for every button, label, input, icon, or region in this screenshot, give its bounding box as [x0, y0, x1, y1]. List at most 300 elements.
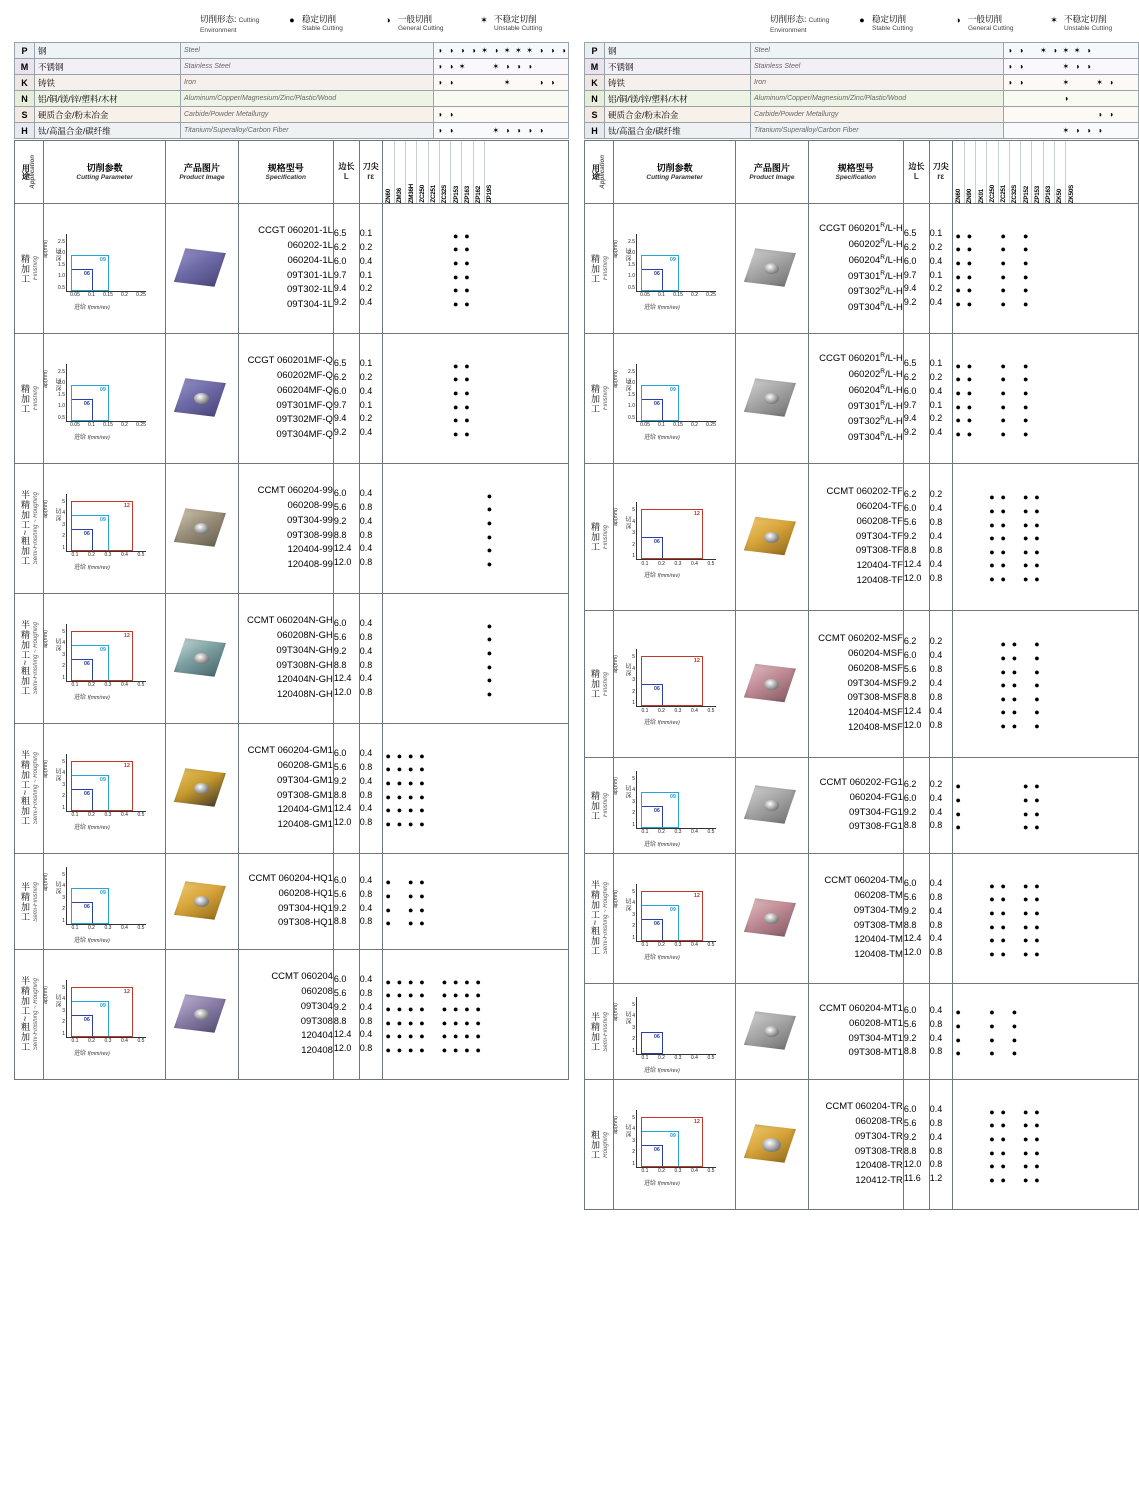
header-edge-length: 边长 L: [333, 141, 359, 204]
grade-dot: ●: [1011, 1048, 1018, 1059]
edge-length-value: 8.8: [903, 1046, 917, 1057]
grade-availability-cell: [952, 1080, 1138, 1210]
material-row-h: [15, 123, 569, 139]
header-specification: 规格型号 Specification: [238, 141, 333, 204]
product-image: [171, 376, 233, 422]
specification-cell: [238, 950, 333, 1080]
edge-length-cell: [903, 204, 929, 334]
chart-zone-label: 06: [83, 660, 90, 667]
cutting-parameter-chart: [614, 356, 726, 442]
grade-dot: ●: [1000, 387, 1006, 398]
chart-x-tick: 0.2: [691, 422, 698, 428]
specification-cell: [238, 334, 333, 464]
grade-dot: ●: [464, 230, 470, 241]
table-row: [15, 724, 569, 854]
cutting-parameter-cell: [43, 950, 165, 1080]
legend-item-general: [382, 14, 478, 33]
edge-length-cell: [903, 984, 929, 1080]
material-name-cn: 钛/高温合金/碳纤维: [605, 123, 751, 139]
grade-dot: ●: [955, 360, 961, 371]
grade-header-zc250: ZC250: [986, 141, 997, 203]
cutting-parameter-cell: [43, 854, 165, 950]
grade-dot: ●: [1000, 492, 1006, 503]
chart-zone-label: 09: [99, 1002, 106, 1009]
general-cutting-icon: ◑: [437, 77, 443, 87]
application-cell: [15, 854, 44, 950]
specification-code: 09T304: [300, 1000, 333, 1012]
specification-code: 120408-TR: [855, 1160, 903, 1172]
material-code: N: [585, 91, 605, 107]
grade-dot: ●: [475, 1017, 481, 1028]
cutting-parameter-chart: [614, 763, 726, 849]
grade-column: [1054, 1102, 1065, 1188]
chart-plot-area: [632, 884, 716, 948]
grade-column: [964, 226, 975, 312]
chart-x-axis-label: 进给 f(mm/rev): [643, 720, 680, 726]
edge-length-value: 9.7: [903, 269, 917, 280]
grade-dot: ●: [1034, 781, 1040, 792]
grade-dot: ●: [989, 1106, 995, 1117]
grade-column: [964, 776, 975, 834]
chart-zone-label: 09: [669, 906, 676, 913]
general-cutting-icon: ◑: [538, 45, 544, 55]
grade-column: [986, 356, 997, 442]
chart-plot-area: [58, 234, 146, 298]
general-cutting-icon: ◑: [470, 45, 476, 55]
edge-length-value: 5.6: [903, 517, 917, 528]
grade-header-zn60: ZN60: [954, 188, 962, 203]
chart-x-tick: 0.1: [71, 682, 79, 688]
specification-code: CCMT 060202-TF: [826, 486, 903, 498]
edge-length-value: 9.2: [903, 806, 917, 817]
grade-dot: ●: [441, 1044, 448, 1055]
stable-cutting-icon: [856, 14, 868, 26]
grade-column: [416, 872, 427, 930]
table-row: [585, 984, 1139, 1080]
grade-dot: ●: [486, 504, 493, 515]
specification-cell: [808, 854, 903, 984]
chart-y-axis-label-en: ap(mm): [612, 508, 619, 526]
chart-y-tick: 2.5: [58, 368, 65, 375]
grade-dot: ●: [407, 818, 414, 829]
chart-x-tick: 0.3: [674, 942, 682, 948]
material-name-en: Carbide/Powder Metallurgy: [751, 107, 1004, 123]
general-cutting-icon: ◑: [437, 61, 443, 71]
chart-y-tick: 2.0: [628, 380, 635, 386]
edge-length-value: 8.8: [903, 691, 917, 702]
grade-dot: ●: [1034, 1161, 1040, 1172]
grade-dot: ●: [966, 374, 973, 385]
specification-code: CCGT 060201MF-Q: [247, 355, 333, 367]
grade-dot: ●: [966, 285, 973, 296]
grade-column: [428, 746, 439, 832]
grade-dot: ●: [989, 948, 995, 959]
grade-column: [953, 1002, 964, 1060]
grade-column: [450, 972, 461, 1058]
chart-x-tick: 0.25: [706, 292, 716, 298]
specification-code: 120404: [301, 1030, 333, 1042]
chart-x-tick: 0.15: [673, 422, 683, 428]
chart-zone-label: 12: [123, 632, 130, 639]
specification-code: 120404-GM1: [277, 804, 333, 816]
edge-length-value: 5.6: [333, 888, 347, 899]
application-cell: [585, 464, 614, 611]
grade-availability-cell: [382, 594, 568, 724]
product-image-cell: [166, 594, 238, 724]
grade-dot: ●: [1034, 1147, 1040, 1158]
insert-center-hole: [764, 532, 779, 543]
nose-radius-value: 0.4: [929, 427, 943, 438]
chart-y-axis-label-cn: 切深: [53, 993, 60, 1008]
specification-code: 060208-HQ1: [278, 887, 333, 899]
grade-dot: ●: [419, 818, 425, 829]
cutting-parameter-chart: [44, 746, 156, 832]
grade-header-zp162: ZP162: [473, 141, 484, 203]
specification-code: 09T308-HQ1: [278, 917, 333, 929]
nose-radius-value: 0.8: [929, 572, 943, 583]
edge-length-value: 8.8: [333, 1015, 347, 1026]
chart-zone-label: 06: [653, 270, 660, 277]
cutting-parameter-cell: [613, 334, 735, 464]
chart-x-tick: 0.5: [137, 925, 145, 931]
grade-dot: ●: [1011, 666, 1018, 677]
nose-radius-value: 0.2: [359, 241, 373, 252]
grade-column: [461, 616, 472, 702]
chart-x-tick: 0.4: [121, 682, 128, 688]
grade-availability-cell: [952, 334, 1138, 464]
grade-dot: ●: [966, 244, 973, 255]
grade-dot: ●: [1034, 680, 1040, 691]
table-row: [585, 464, 1139, 611]
chart-y-tick: 1.5: [628, 391, 635, 398]
edge-length-cell: [903, 854, 929, 984]
specification-code: $09T301^R/L-H$: [848, 269, 903, 282]
grade-dot: ●: [1000, 880, 1006, 891]
grade-dot: ●: [407, 904, 414, 915]
nose-radius-cell: [359, 204, 382, 334]
material-name-en: Iron: [181, 75, 434, 91]
grade-header-zc32s: ZC32S: [439, 141, 450, 203]
grade-dot: ●: [955, 428, 961, 439]
application-label-en: Semi-Finishing ~ Roughing: [32, 492, 39, 565]
grade-column: [1009, 876, 1020, 962]
chart-x-axis-label: 进给 f(mm/rev): [643, 841, 680, 848]
header-specification: 规格型号 Specification: [808, 141, 903, 204]
grade-dot: ●: [1034, 894, 1040, 905]
cutting-parameter-cell: [43, 204, 165, 334]
application-cell: [15, 204, 44, 334]
cutting-parameter-chart: [614, 876, 726, 962]
grade-dot: ●: [989, 921, 995, 932]
grade-dot: ●: [396, 1031, 403, 1042]
chart-plot-area: [62, 867, 146, 931]
grade-dot: ●: [407, 918, 414, 929]
general-cutting-icon: ◑: [549, 45, 555, 55]
grade-dot: ●: [419, 990, 425, 1001]
specification-code: CCMT 060204-GM1: [247, 745, 333, 757]
specification-code: 120408-TM: [854, 948, 903, 960]
nose-radius-value: 0.8: [359, 557, 373, 568]
grade-column: [439, 486, 450, 572]
grade-dot: ●: [955, 781, 961, 792]
edge-length-value: 8.8: [333, 916, 347, 927]
specification-code: 09T304-HQ1: [278, 902, 333, 914]
grade-column: [998, 1002, 1009, 1060]
chart-zone-label: 06: [653, 539, 660, 545]
grade-column: [998, 634, 1009, 733]
nose-radius-value: 1.2: [929, 1173, 943, 1184]
grade-column: [405, 486, 416, 572]
specification-code: 09T302-1L: [286, 284, 333, 296]
chart-y-tick: 2: [62, 663, 65, 669]
nose-radius-cell: [929, 1080, 952, 1210]
unstable-cutting-icon: ✶: [1096, 77, 1103, 87]
nose-radius-value: 0.8: [359, 817, 373, 828]
chart-x-tick: 0.4: [691, 560, 698, 567]
chart-zone-09: [71, 385, 109, 421]
material-code: M: [15, 59, 35, 75]
edge-length-value: 6.5: [333, 227, 347, 238]
grade-dot: ●: [1034, 921, 1040, 932]
nose-radius-value: 0.4: [929, 1004, 943, 1015]
product-image-cell: [166, 950, 238, 1080]
grade-dot: ●: [955, 401, 961, 412]
table-row: [15, 334, 569, 464]
grade-column: [461, 356, 472, 442]
chart-x-tick: 0.4: [691, 1055, 698, 1061]
chart-y-axis-label-en: ap(mm): [42, 985, 49, 1004]
grade-dot: ●: [1022, 921, 1029, 932]
grade-column: [416, 226, 427, 312]
application-label-en: Finishing: [602, 793, 609, 818]
chart-x-tick: 0.1: [71, 552, 79, 558]
chart-x-tick: 0.15: [103, 422, 113, 428]
grade-dot: ●: [1022, 401, 1029, 412]
grade-column: [998, 487, 1009, 586]
grade-dot: ●: [1000, 285, 1006, 296]
material-grade-dots: [434, 59, 569, 75]
chart-y-tick: 2.5: [58, 238, 65, 245]
grade-column: [975, 1102, 986, 1188]
nose-radius-value: 0.8: [359, 501, 373, 512]
grade-availability-cell: [382, 464, 568, 594]
chart-x-tick: 0.5: [707, 942, 715, 948]
nose-radius-value: 0.8: [359, 1015, 373, 1026]
chart-x-tick: 0.2: [88, 1038, 95, 1044]
grade-dot: ●: [396, 791, 403, 802]
chart-y-tick: 2: [62, 1019, 65, 1025]
edge-length-value: 9.2: [333, 645, 347, 656]
grade-dot: ●: [452, 1017, 459, 1028]
grade-column: [1065, 356, 1076, 442]
chart-y-tick: 2: [62, 793, 65, 799]
chart-plot-area: [62, 494, 146, 558]
grade-column: [986, 226, 997, 312]
grade-dot: ●: [1034, 560, 1040, 571]
chart-x-axis-label: 进给 f(mm/rev): [643, 1180, 680, 1187]
grade-dot: ●: [407, 990, 414, 1001]
grade-dot: ●: [989, 1020, 995, 1031]
chart-y-axis-label-en: ap(mm): [42, 239, 49, 258]
grade-column: [986, 876, 997, 962]
grade-dot: ●: [1022, 285, 1029, 296]
product-image: [741, 376, 803, 422]
grade-header-zk50: ZK50: [1054, 141, 1065, 203]
chart-y-tick: 5: [632, 1114, 635, 1121]
general-cutting-icon: ◑: [515, 61, 521, 71]
material-code: S: [15, 107, 35, 123]
edge-length-value: 9.2: [333, 297, 347, 308]
general-cutting-icon: ◑: [448, 45, 454, 55]
grade-dot: ●: [1022, 428, 1029, 439]
specification-cell: [238, 464, 333, 594]
grade-dot: ●: [1011, 653, 1018, 664]
grade-dot: ●: [1000, 894, 1006, 905]
grade-dot: ●: [396, 764, 403, 775]
grade-dot: ●: [1011, 693, 1018, 704]
grade-dot: ●: [966, 230, 973, 241]
legend-left: [14, 0, 569, 42]
edge-length-value: 9.4: [333, 283, 347, 294]
grade-dot: ●: [464, 1044, 470, 1055]
grade-column: [998, 876, 1009, 962]
table-row: [585, 854, 1139, 984]
product-image: [171, 506, 233, 552]
edge-length-value: 5.6: [333, 501, 347, 512]
grade-availability-cell: [952, 758, 1138, 854]
grade-dot: ●: [989, 506, 995, 517]
specification-cell: [808, 984, 903, 1080]
edge-length-cell: [333, 594, 359, 724]
material-name-en: Stainless Steel: [181, 59, 434, 75]
grade-dot: ●: [1011, 1007, 1018, 1018]
grade-header-zm36h: ZM36H: [405, 141, 416, 203]
unstable-cutting-icon: ✶: [1062, 125, 1070, 135]
chart-x-tick: 0.3: [674, 1055, 682, 1061]
chart-x-tick: 0.2: [658, 829, 665, 835]
specification-code: $060202^R/L-H$: [848, 367, 903, 380]
grade-dot: ●: [955, 244, 961, 255]
grade-dot: ●: [419, 877, 425, 888]
nose-radius-value: 0.1: [929, 357, 943, 368]
chart-y-tick: 2: [632, 810, 635, 816]
grade-dot: ●: [1011, 639, 1018, 650]
grade-dot: ●: [452, 230, 459, 241]
chart-y-tick: 1: [62, 917, 65, 924]
grade-column: [1043, 356, 1054, 442]
grade-column: [1054, 876, 1065, 962]
grade-dot: ●: [464, 257, 470, 268]
material-code: M: [585, 59, 605, 75]
specification-code: 060202MF-Q: [276, 370, 333, 382]
chart-y-axis-label-en: ap(mm): [42, 629, 49, 648]
edge-length-value: 12.0: [333, 1043, 352, 1054]
grade-dot: ●: [1000, 693, 1006, 704]
grade-dot: ●: [1000, 257, 1006, 268]
grade-column: [416, 972, 427, 1058]
edge-length-value: 6.2: [333, 241, 347, 252]
nose-radius-cell: [359, 854, 382, 950]
edge-length-value: 6.0: [333, 973, 347, 984]
grade-dot: ●: [966, 360, 973, 371]
chart-x-tick: 0.2: [658, 1168, 665, 1174]
edge-length-value: 6.0: [333, 747, 347, 758]
grade-dot: ●: [452, 360, 459, 371]
grade-column: [450, 486, 461, 572]
grade-column: [1065, 634, 1076, 733]
grade-column: [383, 356, 394, 442]
material-name-cn: 钢: [605, 43, 751, 59]
material-row-n: [15, 91, 569, 107]
grade-dot: ●: [966, 415, 973, 426]
nose-radius-value: 0.4: [929, 792, 943, 803]
grade-column: [405, 972, 416, 1058]
legend-item-stable: [286, 14, 382, 33]
application-label-en: Semi-Finishing: [602, 1011, 609, 1052]
chart-zone-label: 12: [693, 511, 700, 517]
grade-column: [428, 226, 439, 312]
chart-x-tick: 0.4: [121, 1038, 128, 1044]
application-label-en: Semi-Finishing ~ Roughing: [32, 752, 39, 825]
general-cutting-icon: ◑: [1074, 61, 1080, 71]
grade-dot: ●: [1022, 415, 1029, 426]
specification-code: 09T304MF-Q: [276, 428, 333, 440]
grade-column: [484, 486, 495, 572]
cutting-parameter-cell: [43, 724, 165, 854]
material-matrix-left: [14, 42, 569, 139]
grade-column: [986, 634, 997, 733]
nose-radius-value: 0.8: [359, 631, 373, 642]
specification-code: 060208N-GH: [276, 630, 333, 642]
grade-column: [975, 487, 986, 586]
nose-radius-value: 0.1: [359, 399, 373, 410]
specification-code: CCMT 060204-99: [257, 485, 333, 497]
nose-radius-value: 0.8: [359, 761, 373, 772]
chart-y-tick: 1.0: [628, 273, 635, 279]
specification-code: CCMT 060204-TM: [824, 875, 903, 887]
grade-dot: ●: [1000, 921, 1006, 932]
material-row-m: [585, 59, 1139, 75]
specification-cell: [238, 204, 333, 334]
grade-column: [439, 872, 450, 930]
cutting-parameter-chart: [44, 486, 156, 572]
chart-x-tick: 0.3: [104, 552, 112, 558]
grade-dot: ●: [396, 1003, 403, 1014]
general-cutting-icon: [952, 14, 964, 26]
general-cutting-icon: ◑: [1018, 45, 1024, 55]
stable-cutting-icon: [286, 14, 298, 26]
application-label-en: Finishing: [602, 671, 609, 696]
chart-zone-label: 06: [653, 1033, 660, 1040]
grade-dot: ●: [464, 387, 470, 398]
chart-y-tick: 4: [62, 996, 65, 1002]
chart-x-axis-label: 进给 f(mm/rev): [73, 694, 110, 701]
grade-dot: ●: [486, 620, 493, 631]
chart-y-tick: 4: [62, 883, 65, 889]
general-cutting-icon: ◑: [1018, 61, 1024, 71]
edge-length-cell: [903, 758, 929, 854]
chart-zone-label: 09: [669, 793, 676, 800]
general-cutting-icon: ◑: [448, 77, 454, 87]
specification-code: 120412-TR: [855, 1174, 903, 1186]
nose-radius-value: 0.4: [359, 747, 373, 758]
material-grade-dots: [1004, 107, 1139, 123]
chart-y-tick: 0.5: [628, 414, 635, 421]
grade-dot: ●: [385, 764, 391, 775]
general-cutting-icon: ◑: [527, 61, 533, 71]
grade-column: [1031, 356, 1042, 442]
grade-dot: ●: [1022, 907, 1029, 918]
